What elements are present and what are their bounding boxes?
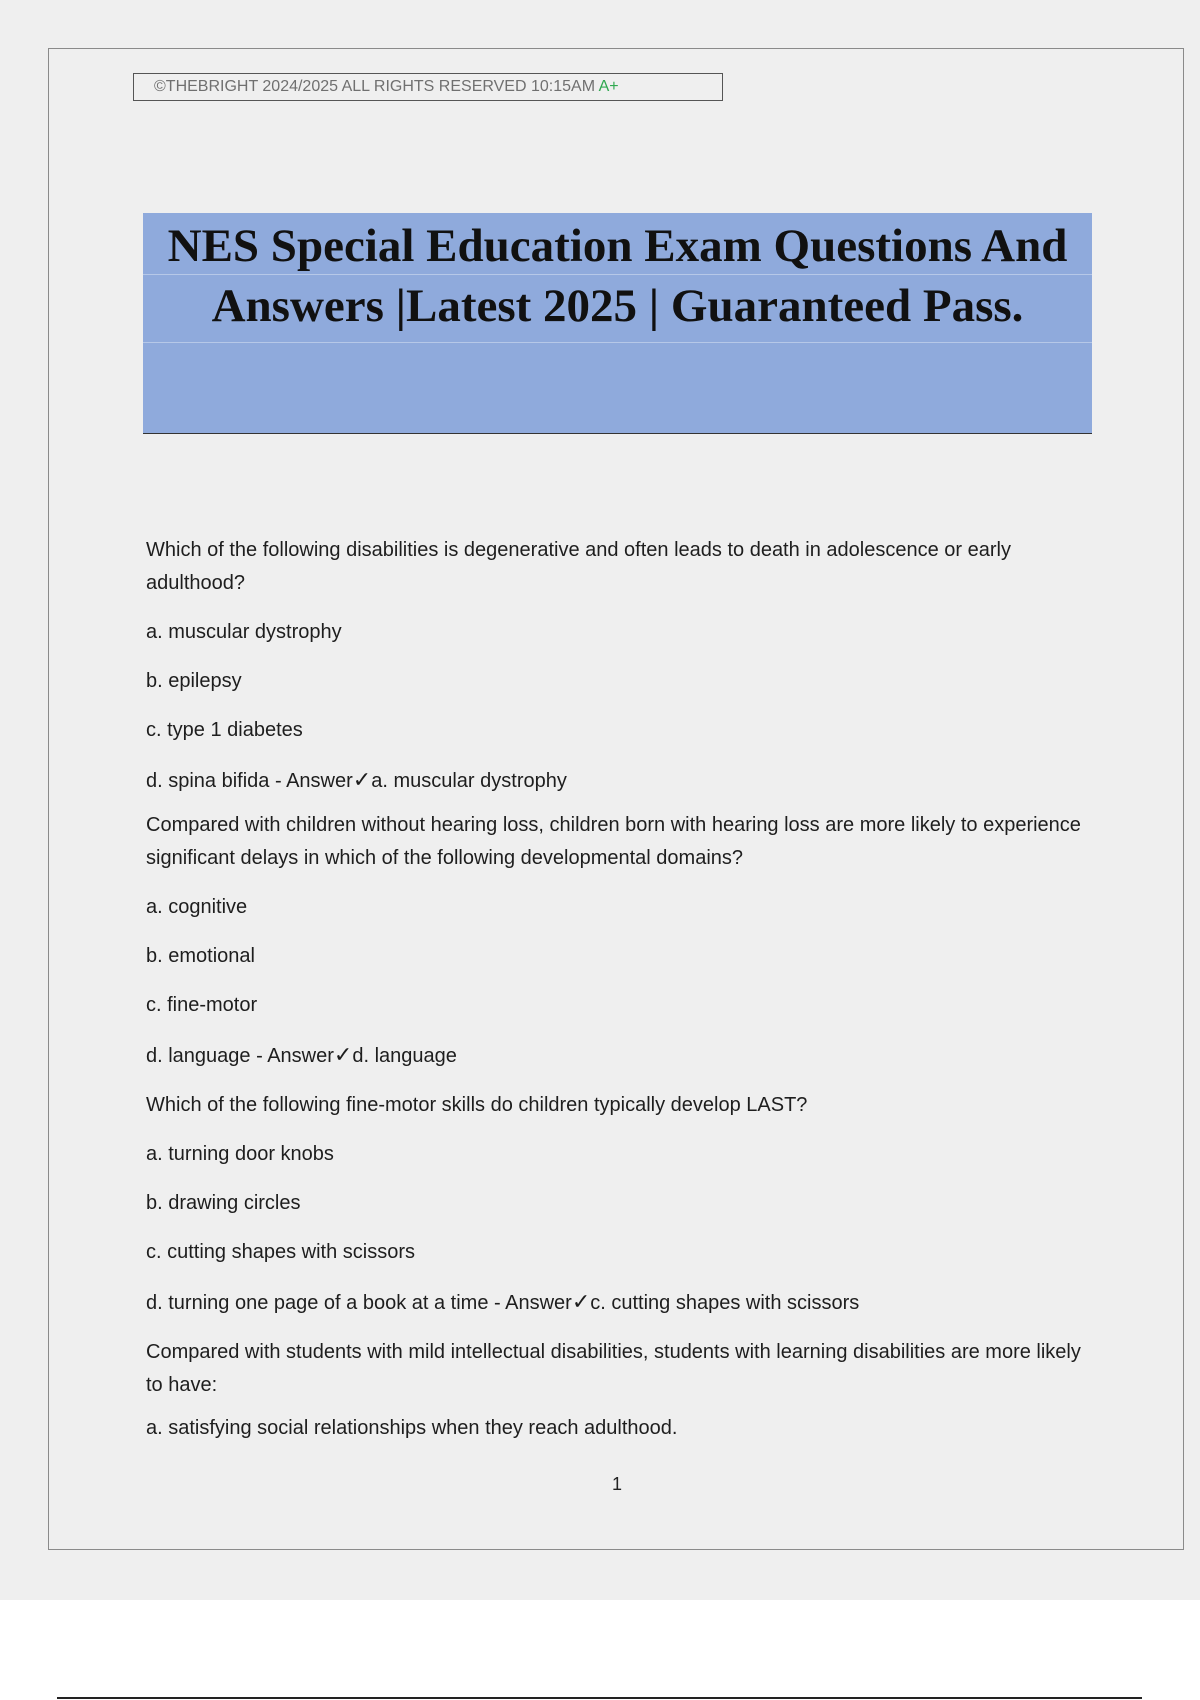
option-text: a. cognitive	[146, 896, 248, 918]
option-text: c. type 1 diabetes	[146, 719, 303, 741]
question-text: Which of the following fine-motor skills do children typically develop LAST?	[146, 1094, 808, 1116]
question-text: Which of the following disabilities is degenerative and often leads to death in adolescence or early adulthood?	[146, 539, 1011, 594]
answer-line	[146, 763, 1096, 798]
page-number: 1	[611, 1474, 622, 1494]
option-text: d. spina bifida - Answer	[146, 770, 353, 792]
option-text: d. turning one page of a book at a time - Answer	[146, 1292, 572, 1314]
option-text: d. language - Answer	[146, 1045, 334, 1067]
option-text: b. epilepsy	[146, 670, 242, 692]
document-title	[143, 213, 1092, 336]
answer-text: a. muscular dystrophy	[371, 770, 567, 792]
title-banner	[143, 213, 1092, 434]
checkmark-icon: ✓	[333, 1042, 353, 1067]
title-line-1: NES Special Education Exam Questions And	[167, 220, 1068, 272]
checkmark-icon: ✓	[352, 767, 372, 792]
grade-badge: A+	[598, 78, 619, 95]
bottom-divider	[57, 1697, 1142, 1699]
answer-text: d. language	[352, 1045, 457, 1067]
title-line-2: Answers |Latest 2025 | Guaranteed Pass.	[211, 280, 1024, 332]
copyright-header	[133, 73, 723, 101]
questions-body	[146, 534, 1096, 1445]
option-text: a. muscular dystrophy	[146, 621, 342, 643]
question-text: Compared with children without hearing loss, children born with hearing loss are more likely to experience significant delays in which of the following developmental domains?	[146, 814, 1081, 869]
option-text: c. fine-motor	[146, 994, 258, 1016]
option-text: a. turning door knobs	[146, 1143, 334, 1165]
answer-line	[146, 1038, 1096, 1073]
answer-text: c. cutting shapes with scissors	[590, 1292, 860, 1314]
option-text: a. satisfying social relationships when they reach adulthood.	[146, 1417, 678, 1439]
option-text: b. emotional	[146, 945, 255, 967]
answer-line	[146, 1285, 1096, 1320]
copyright-text: ©THEBRIGHT 2024/2025 ALL RIGHTS RESERVED 10:15AM	[154, 78, 596, 95]
question-text: Compared with students with mild intellectual disabilities, students with learning disabilities are more likely to have:	[146, 1341, 1081, 1396]
option-text: c. cutting shapes with scissors	[146, 1241, 415, 1263]
checkmark-icon: ✓	[571, 1289, 591, 1314]
option-text: b. drawing circles	[146, 1192, 301, 1214]
banner-rule	[143, 342, 1092, 343]
